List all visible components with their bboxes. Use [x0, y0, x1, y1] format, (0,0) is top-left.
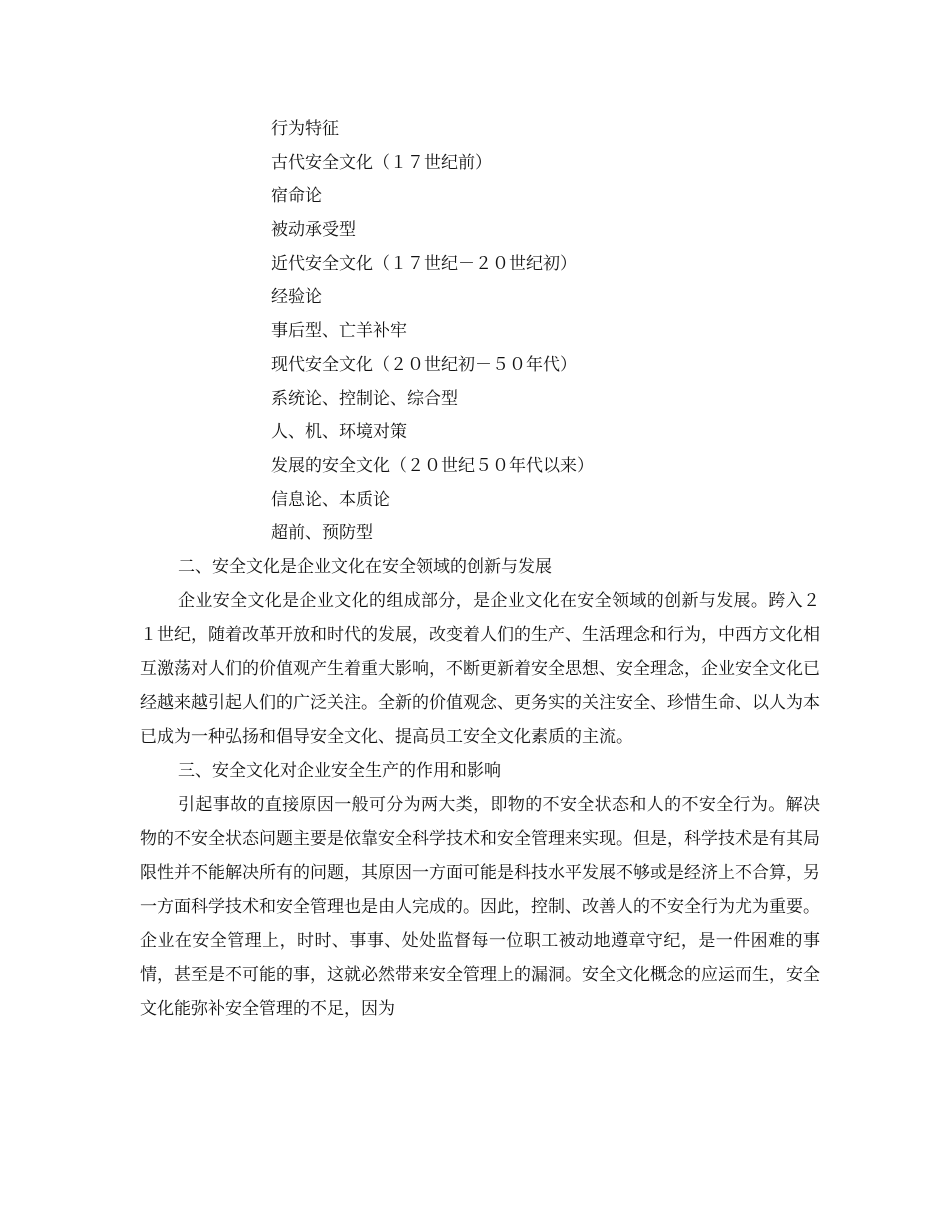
safety-culture-stages-list: [271, 113, 594, 551]
list-item: 古代安全文化（１７世纪前）: [271, 152, 492, 173]
section-3-heading: 三、安全文化对企业安全生产的作用和影响: [178, 761, 501, 781]
list-item: 行为特征: [271, 119, 339, 139]
section-2-heading: 二、安全文化是企业文化在安全领域的创新与发展: [178, 557, 552, 577]
list-item: 近代安全文化（１７世纪－２０世纪初）: [271, 253, 577, 274]
list-item: 系统论、控制论、综合型: [271, 388, 458, 409]
list-item: 超前、预防型: [271, 523, 373, 544]
list-item: 经验论: [271, 287, 322, 308]
list-item: 事后型、亡羊补牢: [271, 321, 407, 342]
document-body: [140, 550, 820, 1026]
section-2-paragraph: 企业安全文化是企业文化的组成部分，是企业文化在安全领域的创新与发展。跨入２１世纪，随着改革开放和时代的发展，改变着人们的生产、生活理念和行为，中西方文化相互激荡对人们的价值观产生着重大影响，不断更新着安全思想、安全理念，企业安全文化已经越来越引起人们的广泛关注。全新的价值观念、更务实的关注安全、珍惜生命、以人为本已成为一种弘扬和倡导安全文化、提高员工安全文化素质的主流。: [140, 591, 820, 747]
list-item: 宿命论: [271, 186, 322, 207]
list-item: 人、机、环境对策: [271, 422, 407, 443]
list-item: 被动承受型: [271, 220, 356, 241]
section-3-paragraph: 引起事故的直接原因一般可分为两大类，即物的不安全状态和人的不安全行为。解决物的不安全状态问题主要是依靠安全科学技术和安全管理来实现。但是，科学技术是有其局限性并不能解决所有的问题，其原因一方面可能是科技水平发展不够或是经济上不合算，另一方面科学技术和安全管理也是由人完成的。因此，控制、改善人的不安全行为尤为重要。企业在安全管理上，时时、事事、处处监督每一位职工被动地遵章守纪，是一件困难的事情，甚至是不可能的事，这就必然带来安全管理上的漏洞。安全文化概念的应运而生，安全文化能弥补安全管理的不足，因为: [140, 795, 820, 1019]
list-item: 发展的安全文化（２０世纪５０年代以来）: [271, 455, 594, 476]
list-item: 现代安全文化（２０世纪初－５０年代）: [271, 354, 577, 375]
list-item: 信息论、本质论: [271, 489, 390, 510]
